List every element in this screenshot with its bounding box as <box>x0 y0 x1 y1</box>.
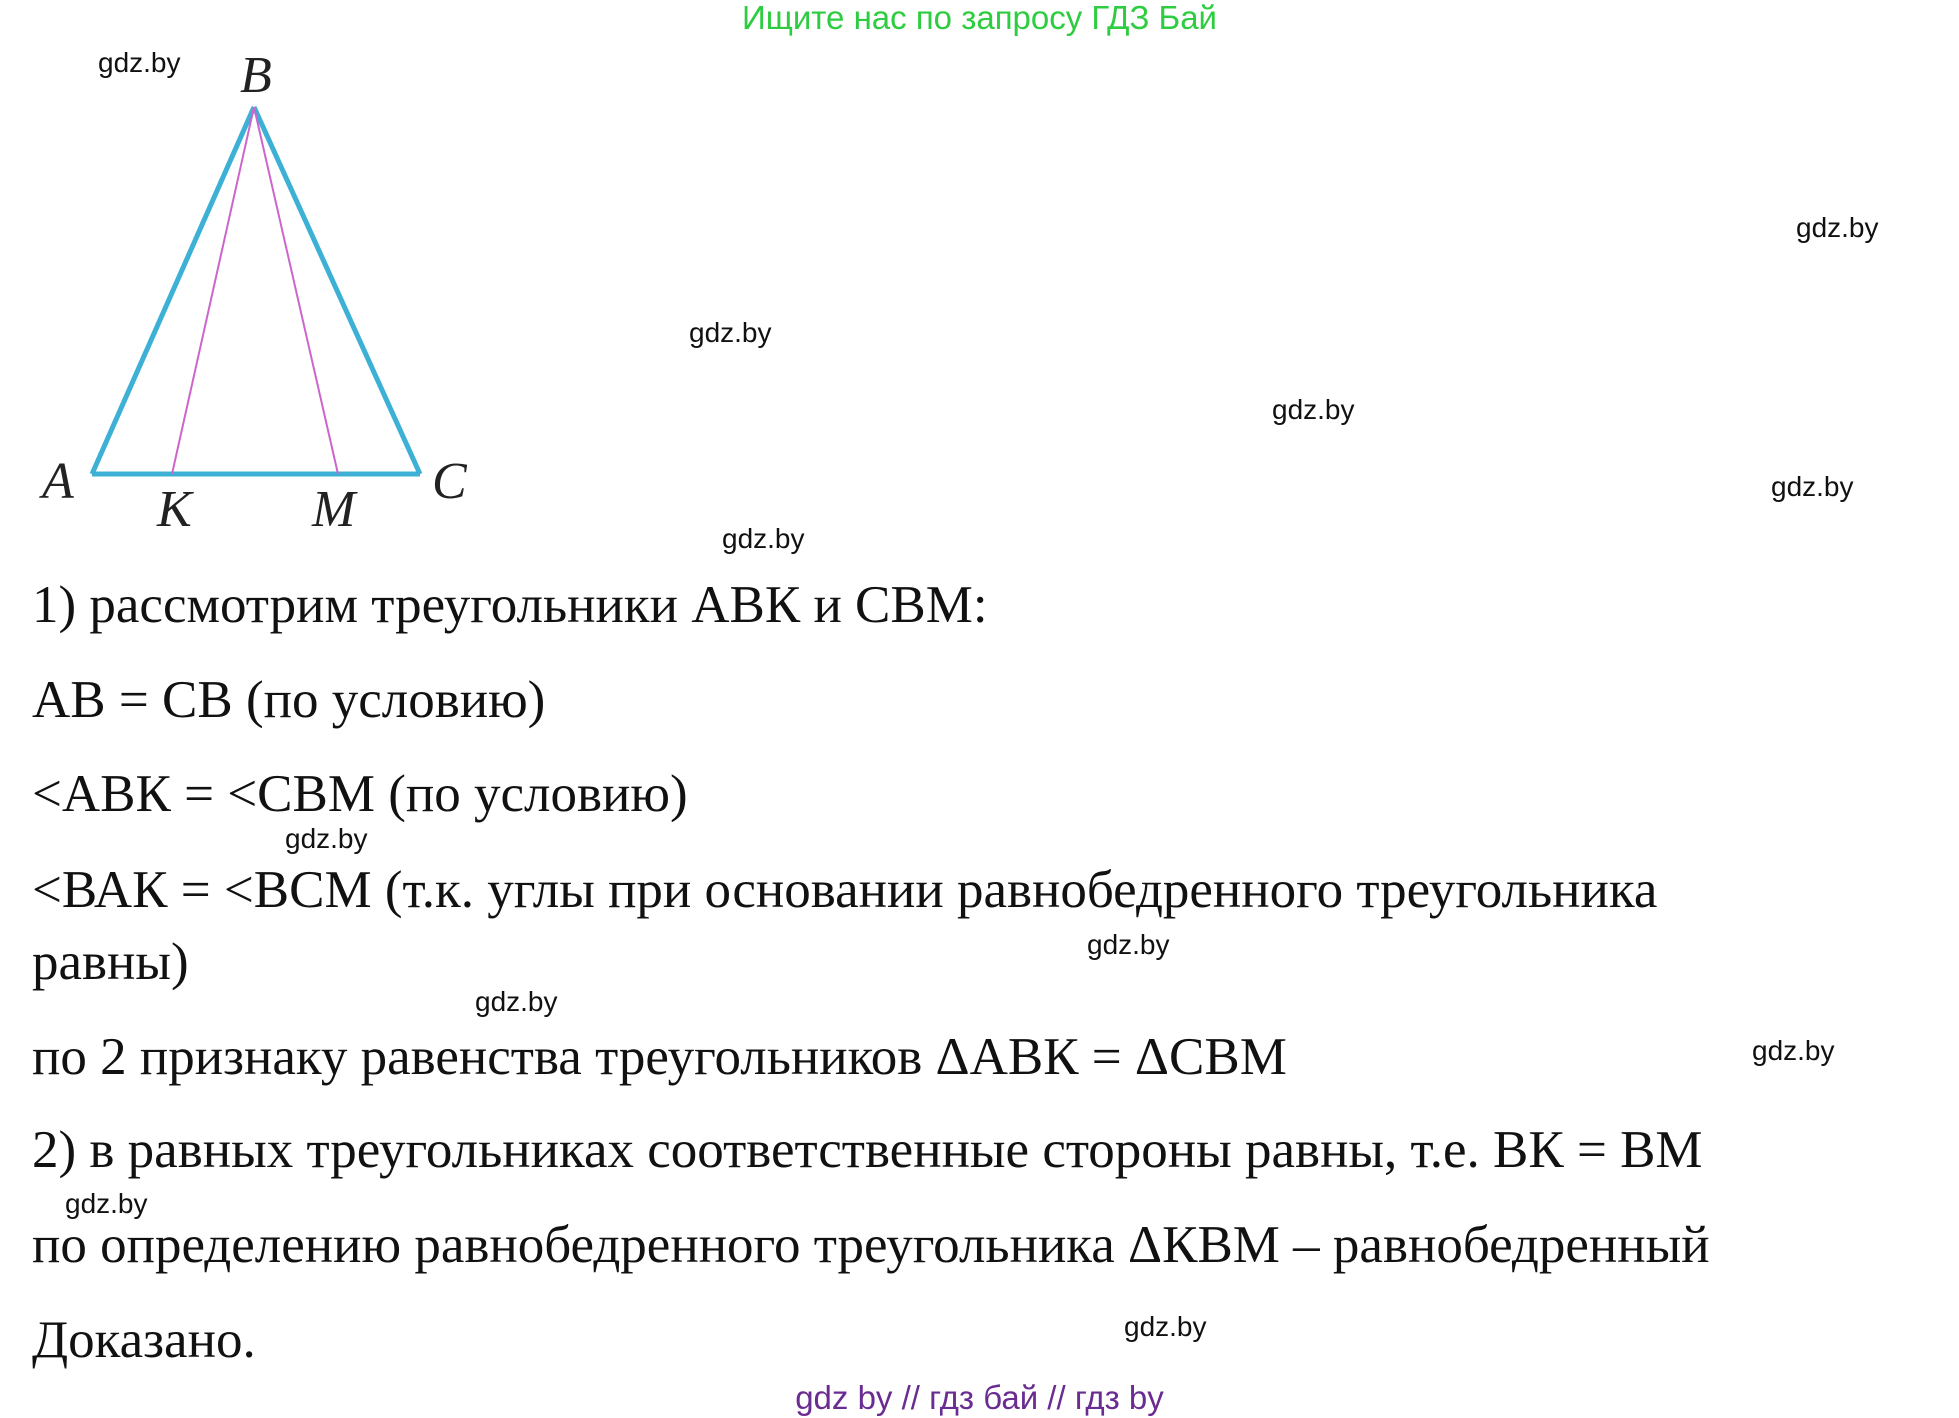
conclusion-triangles-equal: по 2 признаку равенства треугольников ΔАВК = ΔСВМ <box>32 1028 1287 1086</box>
watermark: gdz.by <box>1272 394 1355 425</box>
watermark: gdz.by <box>1124 1311 1207 1342</box>
proved-text: Доказано. <box>32 1311 256 1369</box>
triangle-figure <box>0 40 520 560</box>
watermark: gdz.by <box>1796 212 1879 243</box>
watermark: gdz.by <box>475 986 558 1017</box>
footer-links[interactable]: gdz by // гдз бай // гдз by <box>795 1379 1164 1416</box>
watermark: gdz.by <box>1771 471 1854 502</box>
label-c: C <box>432 453 467 510</box>
label-b: B <box>240 47 272 104</box>
watermark: gdz.by <box>722 523 805 554</box>
watermark: gdz.by <box>285 823 368 854</box>
equality-angle-bak-line-1: <ВАК = <ВСМ (т.к. углы при основании равнобедренного треугольника <box>32 861 1658 919</box>
conclusion-isosceles: по определению равнобедренного треугольника ΔКВМ – равнобедренный <box>32 1216 1710 1274</box>
solution-step-1: 1) рассмотрим треугольники АВК и СВМ: <box>32 576 988 634</box>
watermark: gdz.by <box>689 317 772 348</box>
equality-angle-abk: <АВК = <СВМ (по условию) <box>32 765 688 823</box>
watermark: gdz.by <box>98 47 181 78</box>
search-banner[interactable]: Ищите нас по запросу ГДЗ Бай <box>742 0 1217 36</box>
label-k: K <box>157 481 192 538</box>
equality-angle-bak-line-2: равны) <box>32 933 189 991</box>
side-bc <box>254 107 420 474</box>
watermark: gdz.by <box>1087 929 1170 960</box>
segment-bk <box>172 107 254 474</box>
label-m: M <box>312 481 356 538</box>
label-a: A <box>42 453 74 510</box>
side-ab <box>92 107 254 474</box>
segment-bm <box>254 107 338 474</box>
watermark: gdz.by <box>1752 1035 1835 1066</box>
watermark: gdz.by <box>65 1188 148 1219</box>
equality-ab-cb: АВ = СВ (по условию) <box>32 671 546 729</box>
solution-step-2: 2) в равных треугольниках соответственные стороны равны, т.е. ВК = ВМ <box>32 1121 1703 1179</box>
